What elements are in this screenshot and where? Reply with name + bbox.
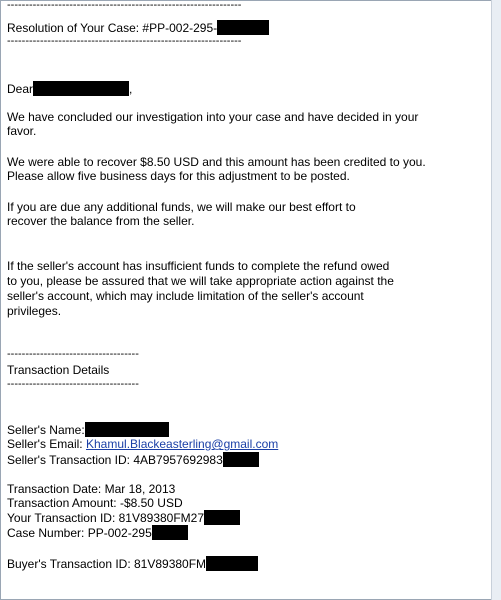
transaction-amount: Transaction Amount: -$8.50 USD <box>7 496 183 510</box>
greeting-line <box>7 81 132 96</box>
paragraph-line: If you are due any additional funds, we will make our best effort to <box>7 200 356 214</box>
paragraph-line: seller's account, which may include limitation of the seller's account <box>7 289 364 303</box>
separator: ---------------------------------------------------------------- <box>7 0 242 11</box>
details-heading: Transaction Details <box>7 363 110 377</box>
case-number-text: Case Number: PP-002-295 <box>7 526 152 540</box>
buyer-transaction-row <box>7 556 258 571</box>
your-transaction-row <box>7 510 240 525</box>
transaction-date: Transaction Date: Mar 18, 2013 <box>7 482 176 496</box>
buyer-transaction-text: Buyer's Transaction ID: 81V89380FM <box>7 557 207 571</box>
redaction-block <box>217 20 269 35</box>
separator: ---------------------------------------------------------------- <box>7 35 242 47</box>
paragraph-line: to you, please be assured that we will take appropriate action against the <box>7 274 394 288</box>
greeting-text: Dear <box>7 82 34 96</box>
paragraph-line: If the seller's account has insufficient funds to complete the refund owed <box>7 259 390 273</box>
paragraph-line: We have concluded our investigation into your case and have decided in your <box>7 110 419 124</box>
redaction-block <box>223 452 259 467</box>
your-transaction-text: Your Transaction ID: 81V89380FM27 <box>7 511 205 525</box>
subject-line <box>7 20 269 35</box>
separator: ------------------------------------ <box>7 378 139 390</box>
paragraph-line: privileges. <box>7 304 62 318</box>
paragraph-line: recover the balance from the seller. <box>7 214 195 228</box>
seller-transaction-row <box>7 452 259 467</box>
redaction-block <box>85 422 169 437</box>
redaction-block <box>206 556 258 571</box>
redaction-block <box>204 510 240 525</box>
paragraph-line: favor. <box>7 124 37 138</box>
paragraph-line: Please allow five business days for this adjustment to be posted. <box>7 169 350 183</box>
seller-email-row <box>7 437 278 451</box>
seller-email-link[interactable]: Khamul.Blackeasterling@gmail.com <box>86 437 279 451</box>
case-number-row <box>7 525 188 540</box>
redaction-block <box>33 81 129 96</box>
greeting-punctuation: , <box>129 82 133 96</box>
paragraph-line: We were able to recover $8.50 USD and this amount has been credited to you. <box>7 155 426 169</box>
vertical-scrollbar[interactable] <box>491 0 501 600</box>
seller-email-label: Seller's Email: <box>7 437 83 451</box>
seller-name-row <box>7 422 169 437</box>
subject-text: Resolution of Your Case: #PP-002-295- <box>7 21 218 35</box>
seller-transaction-text: Seller's Transaction ID: 4AB7957692983 <box>7 453 223 467</box>
separator: ------------------------------------ <box>7 348 139 360</box>
seller-name-label: Seller's Name: <box>7 423 85 437</box>
redaction-block <box>152 525 188 540</box>
